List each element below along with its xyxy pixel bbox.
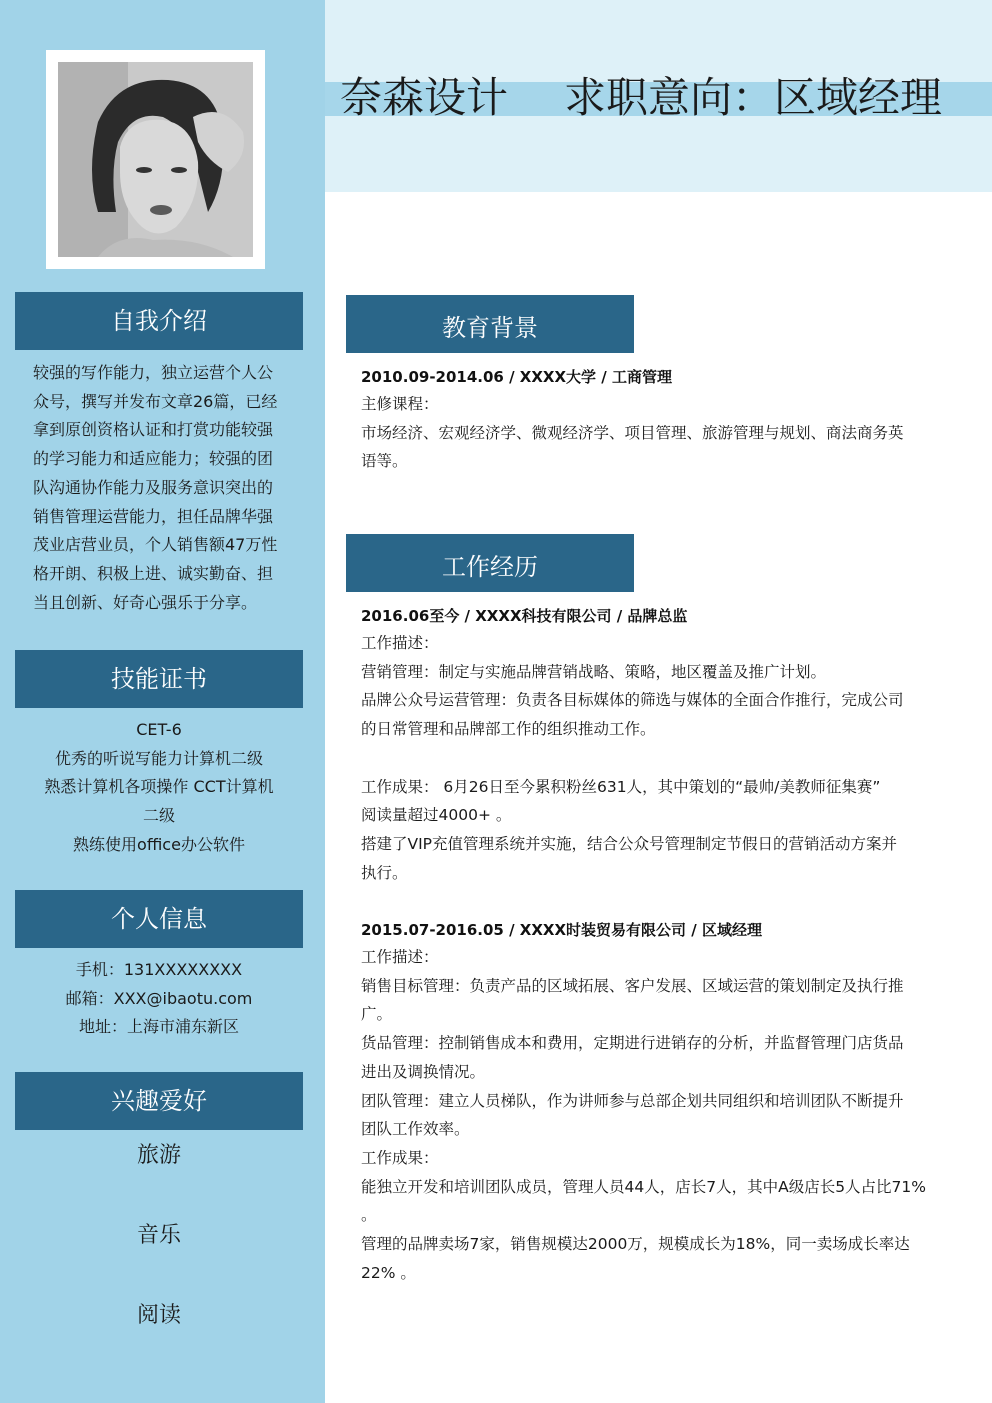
- email-line: 邮箱：XXX@ibaotu.com: [65, 988, 253, 1008]
- education-entry-title: 2010.09-2014.06 / XXXX大学 / 工商管理: [361, 368, 672, 386]
- skill-line: 二级: [142, 806, 175, 826]
- job-line: 工作描述：: [361, 634, 439, 652]
- skill-line: 熟悉计算机各项操作 CCT计算机: [44, 777, 274, 797]
- job-line: 工作成果： 6月26日至今累积粉丝631人，其中策划的“最帅/美教师征集赛”: [361, 777, 881, 796]
- education-line: 市场经济、宏观经济学、微观经济学、项目管理、旅游管理与规划、商法商务英: [361, 423, 904, 442]
- intro-line: 队沟通协作能力及服务意识突出的: [33, 477, 274, 497]
- job-line: 销售目标管理：负责产品的区域拓展、客户发展、区域运营的策划制定及执行推: [361, 976, 904, 995]
- intro-line: 较强的写作能力，独立运营个人公: [33, 363, 274, 382]
- job-line: 团队工作效率。: [361, 1120, 470, 1139]
- job-line: 营销管理：制定与实施品牌营销战略、策略，地区覆盖及推广计划。: [361, 662, 827, 681]
- hobby-item: 阅读: [136, 1303, 181, 1328]
- job-entry-title: 2016.06至今 / XXXX科技有限公司 / 品牌总监: [361, 607, 688, 625]
- education-line: 语等。: [361, 452, 408, 471]
- intro-line: 当且创新、好奇心强乐于分享。: [33, 592, 258, 612]
- education-heading: 教育背景: [346, 295, 634, 353]
- hobbies-heading: 兴趣爱好: [15, 1072, 303, 1130]
- intro-text: [33, 359, 295, 617]
- job-line: 搭建了VIP充值管理系统并实施，结合公众号管理制定节假日的营销活动方案并: [361, 834, 898, 853]
- job-line: 团队管理：建立人员梯队，作为讲师参与总部企划共同组织和培训团队不断提升: [361, 1091, 904, 1110]
- job-description: [361, 943, 941, 1287]
- job-entry-title: 2015.07-2016.05 / XXXX时装贸易有限公司 / 区域经理: [361, 921, 762, 939]
- job-line: 22% 。: [361, 1263, 416, 1282]
- job-line: 。: [361, 1206, 377, 1225]
- portrait-frame: [46, 50, 265, 269]
- job-line: 管理的品牌卖场7家，销售规模达2000万，规模成长为18%，同一卖场成长率达: [361, 1235, 910, 1254]
- skill-line: 熟练使用office办公软件: [73, 834, 245, 854]
- education-text: [361, 390, 941, 476]
- job-line: 阅读量超过4000+ 。: [361, 806, 512, 825]
- job-line: 执行。: [361, 863, 408, 882]
- skill-line: CET-6: [136, 720, 182, 739]
- intro-line: 销售管理运营能力，担任品牌华强: [33, 506, 274, 526]
- intro-line: 茂业店营业员，个人销售额47万性: [33, 535, 278, 555]
- skill-line: 优秀的听说写能力计算机二级: [54, 748, 263, 768]
- company-name: 奈森设计: [340, 73, 509, 122]
- job-line: 的日常管理和品牌部工作的组织推动工作。: [361, 720, 656, 739]
- work-heading: 工作经历: [346, 534, 634, 592]
- intro-line: 众号，撰写并发布文章26篇，已经: [33, 391, 278, 411]
- portrait-illustration: [58, 62, 253, 257]
- education-line: 主修课程：: [361, 395, 439, 413]
- job-line: 能独立开发和培训团队成员，管理人员44人，店长7人，其中A级店长5人占比71%: [361, 1177, 927, 1196]
- job-line: 工作成果：: [361, 1148, 439, 1167]
- job-description: [361, 629, 941, 887]
- job-line: [361, 744, 941, 773]
- page-title: [340, 68, 942, 128]
- hobby-item: 旅游: [136, 1143, 181, 1168]
- portrait-photo: [58, 62, 253, 257]
- skills-text: [15, 716, 303, 860]
- phone-line: 手机：131XXXXXXXX: [75, 960, 243, 979]
- job-line: 品牌公众号运营管理：负责各目标媒体的筛选与媒体的全面合作推行，完成公司: [361, 691, 904, 710]
- job-line: 广。: [361, 1005, 393, 1024]
- info-heading: 个人信息: [15, 890, 303, 948]
- job-line: 工作描述：: [361, 948, 439, 966]
- info-text: [15, 956, 303, 1042]
- skills-heading: 技能证书: [15, 650, 303, 708]
- intro-line: 格开朗、积极上进、诚实勤奋、担: [33, 563, 274, 583]
- job-intention: 求职意向：区域经理: [564, 73, 943, 122]
- intro-line: 的学习能力和适应能力；较强的团: [33, 449, 274, 469]
- intro-heading: 自我介绍: [15, 292, 303, 350]
- job-line: 进出及调换情况。: [361, 1062, 486, 1081]
- address-line: 地址：上海市浦东新区: [78, 1017, 239, 1037]
- job-line: 货品管理：控制销售成本和费用，定期进行进销存的分析，并监督管理门店货品: [361, 1034, 904, 1053]
- intro-line: 拿到原创资格认证和打赏功能较强: [33, 420, 274, 440]
- hobby-item: 音乐: [136, 1223, 181, 1248]
